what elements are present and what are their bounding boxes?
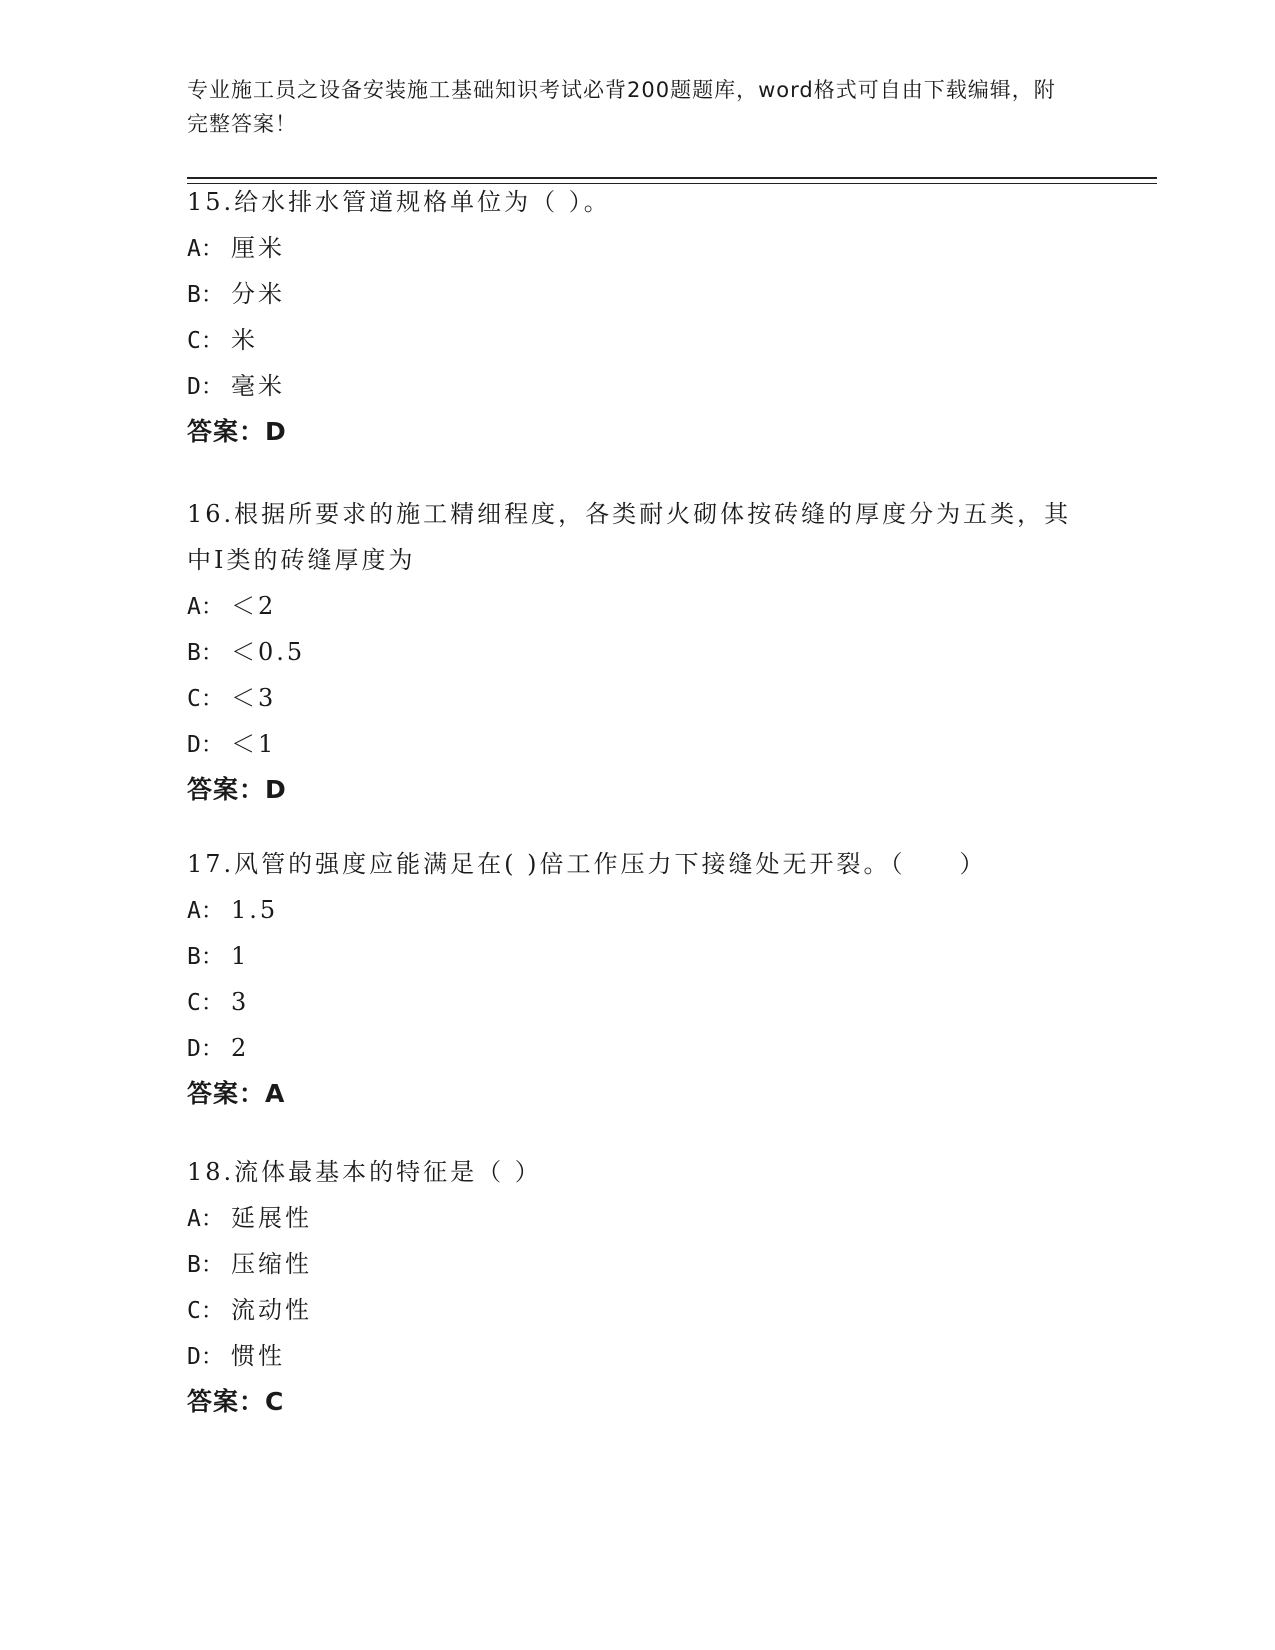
option-label: A： [187,898,224,924]
option-text: ＜1 [231,730,277,758]
question-stem: 18.流体最基本的特征是（ ） [187,1158,542,1186]
option-label: B： [187,1252,224,1278]
option-text: 惯性 [231,1342,285,1370]
option-text: 延展性 [231,1204,312,1232]
option-label: C： [187,990,224,1016]
option-text: ＜0.5 [231,638,306,666]
option-text: 米 [231,326,258,354]
option-text: 3 [231,988,250,1016]
document-title: 专业施工员之设备安装施工基础知识考试必背200题题库，word格式可自由下载编辑，附完整答案！ [187,78,1056,136]
option-a [187,887,1087,933]
option-label: A： [187,1206,224,1232]
option-b [187,1241,1087,1287]
option-text: ＜3 [231,684,277,712]
option-text: ＜2 [231,592,277,620]
option-label: B： [187,282,224,308]
option-text: 2 [231,1034,250,1062]
option-text: 分米 [231,280,285,308]
option-label: D： [187,732,224,758]
option-label: D： [187,1036,224,1062]
option-label: A： [187,236,224,262]
option-b [187,629,1087,675]
option-c [187,317,1087,363]
option-a [187,583,1087,629]
option-text: 流动性 [231,1296,312,1324]
option-d [187,721,1087,767]
option-label: C： [187,686,224,712]
option-label: B： [187,640,224,666]
option-a [187,225,1087,271]
answer-line: 答案：C [187,1387,285,1416]
option-text: 1.5 [231,896,279,924]
answer-line: 答案：A [187,1079,286,1108]
question-16 [187,491,1087,813]
question-18 [187,1149,1087,1425]
option-text: 厘米 [231,234,285,262]
option-label: C： [187,1298,224,1324]
question-stem: 17.风管的强度应能满足在( )倍工作压力下接缝处无开裂。（ ） [187,850,987,878]
question-15 [187,179,1087,455]
option-label: A： [187,594,224,620]
option-d [187,1333,1087,1379]
option-label: B： [187,944,224,970]
question-17 [187,841,1087,1117]
option-text: 毫米 [231,372,285,400]
option-a [187,1195,1087,1241]
option-text: 压缩性 [231,1250,312,1278]
option-label: D： [187,374,224,400]
option-d [187,363,1087,409]
option-c [187,675,1087,721]
option-label: D： [187,1344,224,1370]
question-stem: 15.给水排水管道规格单位为（ ）。 [187,188,611,216]
answer-line: 答案：D [187,417,287,446]
question-stem: 16.根据所要求的施工精细程度，各类耐火砌体按砖缝的厚度分为五类，其中Ⅰ类的砖缝厚度为 [187,500,1072,574]
option-c [187,979,1087,1025]
option-label: C： [187,328,224,354]
option-b [187,271,1087,317]
option-b [187,933,1087,979]
answer-line: 答案：D [187,775,287,804]
option-d [187,1025,1087,1071]
option-text: 1 [231,942,250,970]
option-c [187,1287,1087,1333]
